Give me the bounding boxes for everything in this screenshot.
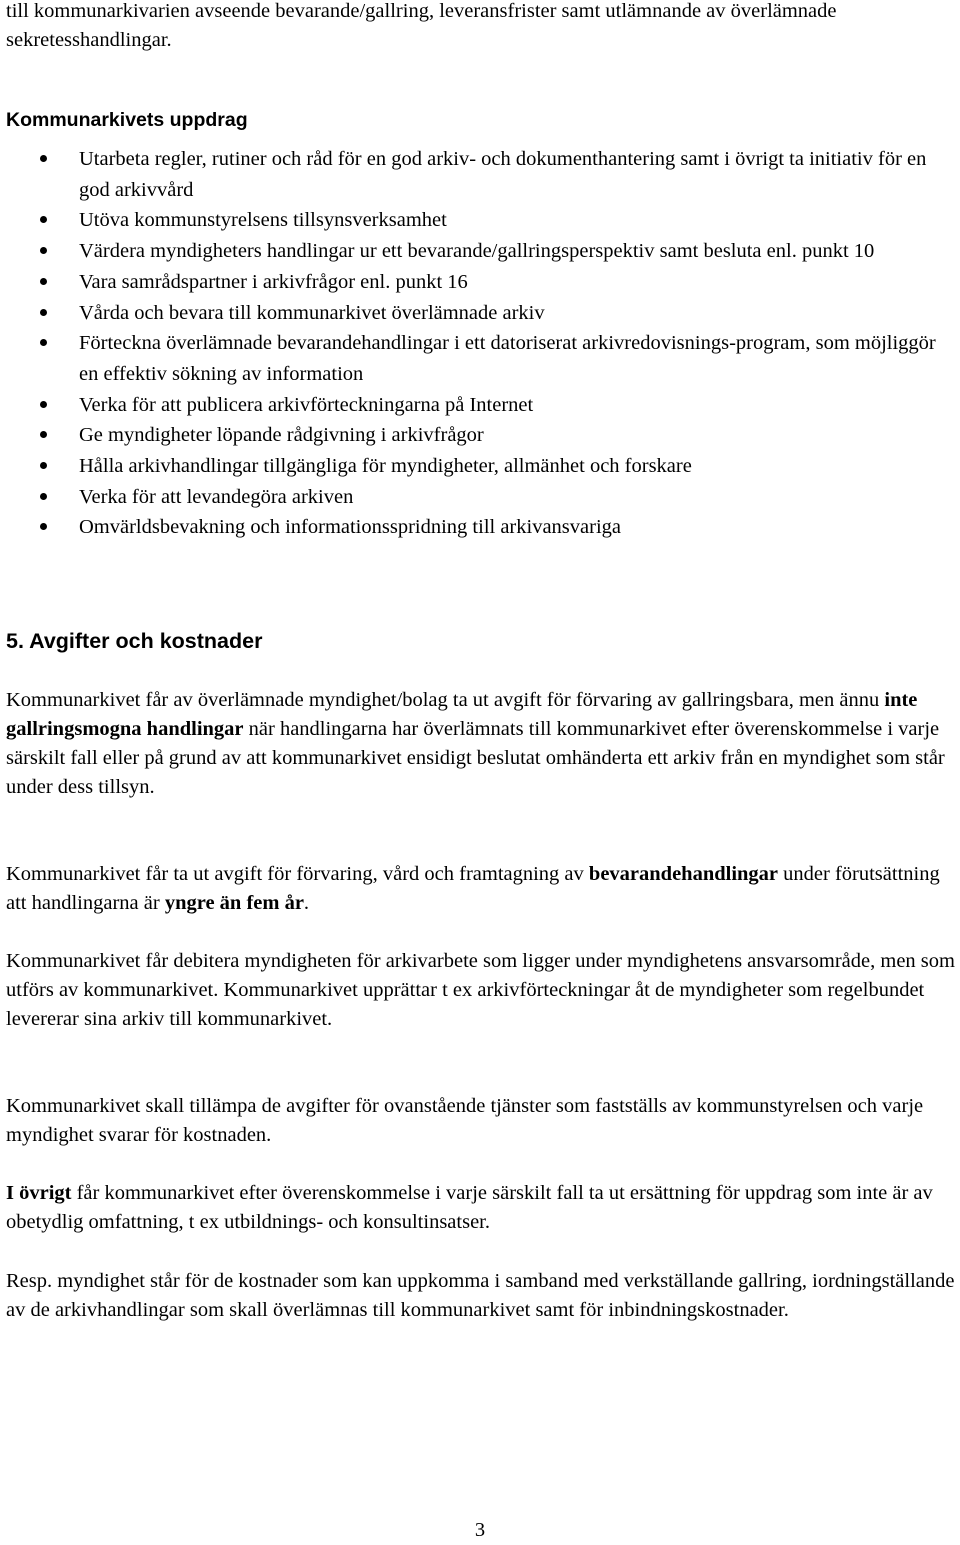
list-item-text: Verka för att levandegöra arkiven <box>79 485 354 508</box>
list-item-text: Ge myndigheter löpande rådgivning i arkivfrågor <box>79 424 484 447</box>
list-item-text: Vårda och bevara till kommunarkivet överlämnade arkiv <box>79 301 545 324</box>
bullet-icon <box>40 278 47 285</box>
list-item <box>6 267 956 298</box>
list-item <box>6 390 956 421</box>
list-item-text: Utarbeta regler, rutiner och råd för en god arkiv- och dokumenthantering samt i övrigt ta initiativ för en god arkivvård <box>79 148 927 201</box>
paragraph-avgift-forvaring <box>6 686 956 802</box>
list-item <box>6 328 956 389</box>
paragraph-avgift-bevarande <box>6 860 956 918</box>
bullet-icon <box>40 431 47 438</box>
text-run: Kommunarkivet får av överlämnade myndighet/bolag ta ut avgift för förvaring av gallringsbara, men ännu <box>6 689 885 711</box>
list-item <box>6 420 956 451</box>
list-item-text: Verka för att publicera arkivförteckningarna på Internet <box>79 393 534 416</box>
page-number: 3 <box>474 1519 486 1541</box>
text-run: under förutsättning att handlingarna är <box>6 863 940 914</box>
bullet-icon <box>40 401 47 408</box>
text-run: när handlingarna har överlämnats till kommunarkivet efter överenskommelse i varje särskilt fall eller på grund av att kommunarkivet ensidigt beslutat omhänderta ett arkiv från en myndighet som står under dess tillsyn. <box>6 718 945 798</box>
list-item <box>6 298 956 329</box>
list-item <box>6 451 956 482</box>
bold-text: yngre än fem år <box>164 892 304 914</box>
paragraph-debitera: Kommunarkivet får debitera myndigheten för arkivarbete som ligger under myndighetens ansvarsområde, men som utförs av kommunarkivet. Kommunarkivet upprättar t ex arkivförteckningar åt de myndigheter som regelbundet levererar sina arkiv till kommunarkivet. <box>6 950 955 1030</box>
list-item <box>6 236 956 267</box>
text-run: . <box>303 892 310 914</box>
list-item-text: Värdera myndigheters handlingar ur ett bevarande/gallringsperspektiv samt besluta enl. punkt 10 <box>79 240 875 263</box>
text-run: Kommunarkivet får ta ut avgift för förvaring, vård och framtagning av <box>6 863 589 885</box>
paragraph-tillampa-avgifter: Kommunarkivet skall tillämpa de avgifter för ovanstående tjänster som fastställs av kommunstyrelsen och varje myndighet svarar för kostnaden. <box>6 1095 924 1146</box>
paragraph-i-ovrigt <box>6 1179 956 1237</box>
text-run: får kommunarkivet efter överenskommelse i varje särskilt fall ta ut ersättning för uppdrag som inte är av obetydlig omfattning, t ex utbildnings- och konsultinsatser. <box>6 1182 933 1233</box>
bullet-icon <box>40 339 47 346</box>
list-item <box>6 482 956 513</box>
section-heading-avgifter: 5. Avgifter och kostnader <box>6 629 263 653</box>
list-item <box>6 144 956 205</box>
bullet-icon <box>40 523 47 530</box>
bullet-icon <box>40 309 47 316</box>
bold-text: I övrigt <box>6 1182 72 1204</box>
list-item <box>6 205 956 236</box>
uppdrag-list <box>6 144 956 543</box>
intro-paragraph: till kommunarkivarien avseende bevarande/gallring, leveransfrister samt utlämnande av överlämnade sekretesshandlingar. <box>6 0 837 51</box>
bold-text: bevarandehandlingar <box>588 863 779 885</box>
list-item-text: Utöva kommunstyrelsens tillsynsverksamhet <box>79 209 447 232</box>
bold-text: inte gallringsmogna handlingar <box>6 689 918 740</box>
paragraph-resp-myndighet: Resp. myndighet står för de kostnader som kan uppkomma i samband med verkställande gallring, iordningställande av de arkivhandlingar som skall överlämnas till kommunarkivet samt för inbindningskostnader. <box>6 1270 955 1321</box>
section-heading-uppdrag: Kommunarkivets uppdrag <box>6 109 248 131</box>
list-item-text: Hålla arkivhandlingar tillgängliga för myndigheter, allmänhet och forskare <box>79 455 692 478</box>
list-item-text: Omvärldsbevakning och informationsspridning till arkivansvariga <box>79 516 621 539</box>
bullet-icon <box>40 155 47 162</box>
list-item-text: Vara samrådspartner i arkivfrågor enl. punkt 16 <box>79 270 468 293</box>
bullet-icon <box>40 247 47 254</box>
bullet-icon <box>40 462 47 469</box>
list-item <box>6 512 956 543</box>
bullet-icon <box>40 493 47 500</box>
list-item-text: Förteckna överlämnade bevarandehandlingar i ett datoriserat arkivredovisnings-program, som möjliggör en effektiv sökning av information <box>79 332 936 385</box>
bullet-icon <box>40 216 47 223</box>
